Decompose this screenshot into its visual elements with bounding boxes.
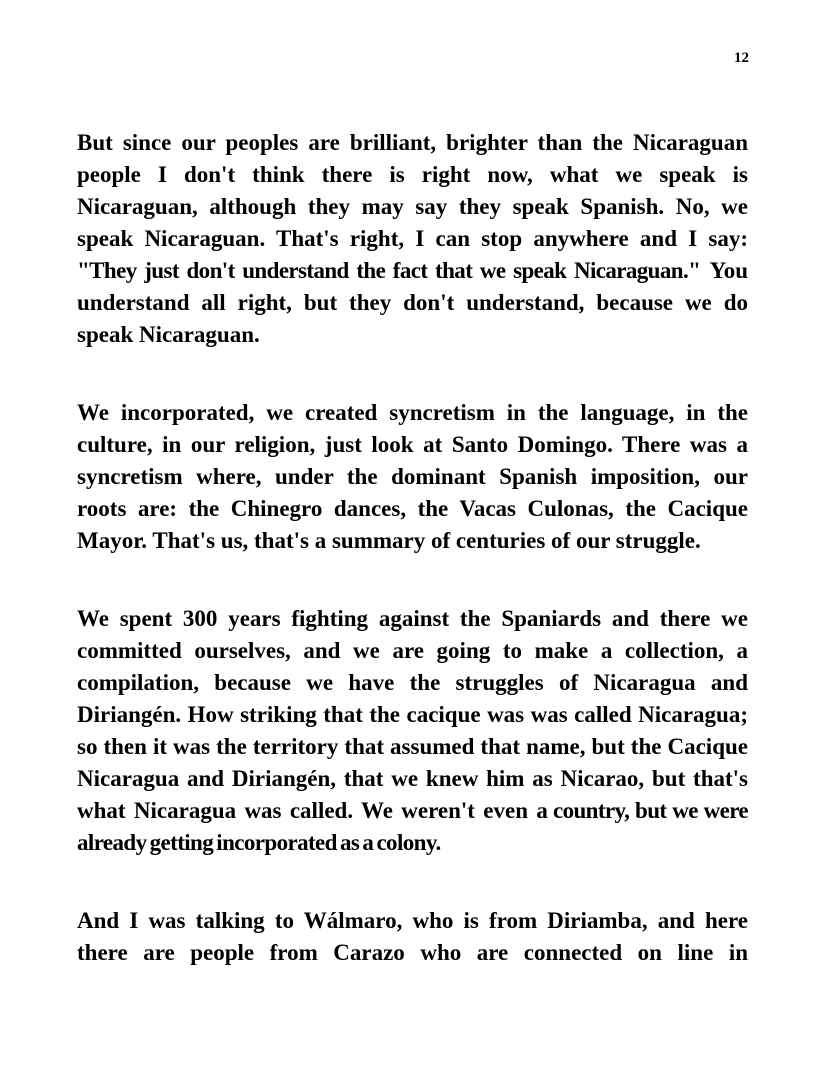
paragraph-3 [77,603,748,859]
paragraph-3-text-end: a country, but we were already getting incorporated as a colony. [77,798,748,855]
paragraph-4 [77,905,748,969]
paragraph-4-text: And I was talking to Wálmaro, who is from Diriamba, and here there are people from Carazo who are connected on line in [77,908,748,965]
paragraph-1 [77,127,748,351]
paragraph-2-text: We incorporated, we created syncretism in the language, in the culture, in our religion, just look at Santo Domingo. There was a syncretism where, under the dominant Spanish imposition, our roots are: the Chinegro dances, the Vacas Culonas, the Cacique Mayor. That's us, that's a summary of centuries of our struggle. [77,400,748,553]
paragraph-1-text-end: You understand all right, but they don't understand, because we do speak Nicaraguan. [77,258,748,347]
paragraph-2 [77,397,748,557]
paragraph-1-quote: "They just don't understand the fact that we speak Nicaraguan." [77,258,701,283]
paragraph-1-text-start: But since our peoples are brilliant, brighter than the Nicaraguan people I don't think there is right now, what we speak is Nicaraguan, although they may say they speak Spanish. No, we speak Nicaraguan. That's right, I can stop anywhere and I say: [77,130,748,251]
page-number: 12 [734,50,749,66]
paragraph-3-text-start: We spent 300 years fighting against the Spaniards and there we committed ourselves, and we are going to make a collection, a compilation, because we have the struggles of Nicaragua and Diriangén. How striking that the cacique was was called Nicaragua; so then it was the territory that assumed that name, but the Cacique Nicaragua and Diriangén, that we knew him as Nicarao, but that's what Nicaragua was called. We weren't even [77,606,748,823]
